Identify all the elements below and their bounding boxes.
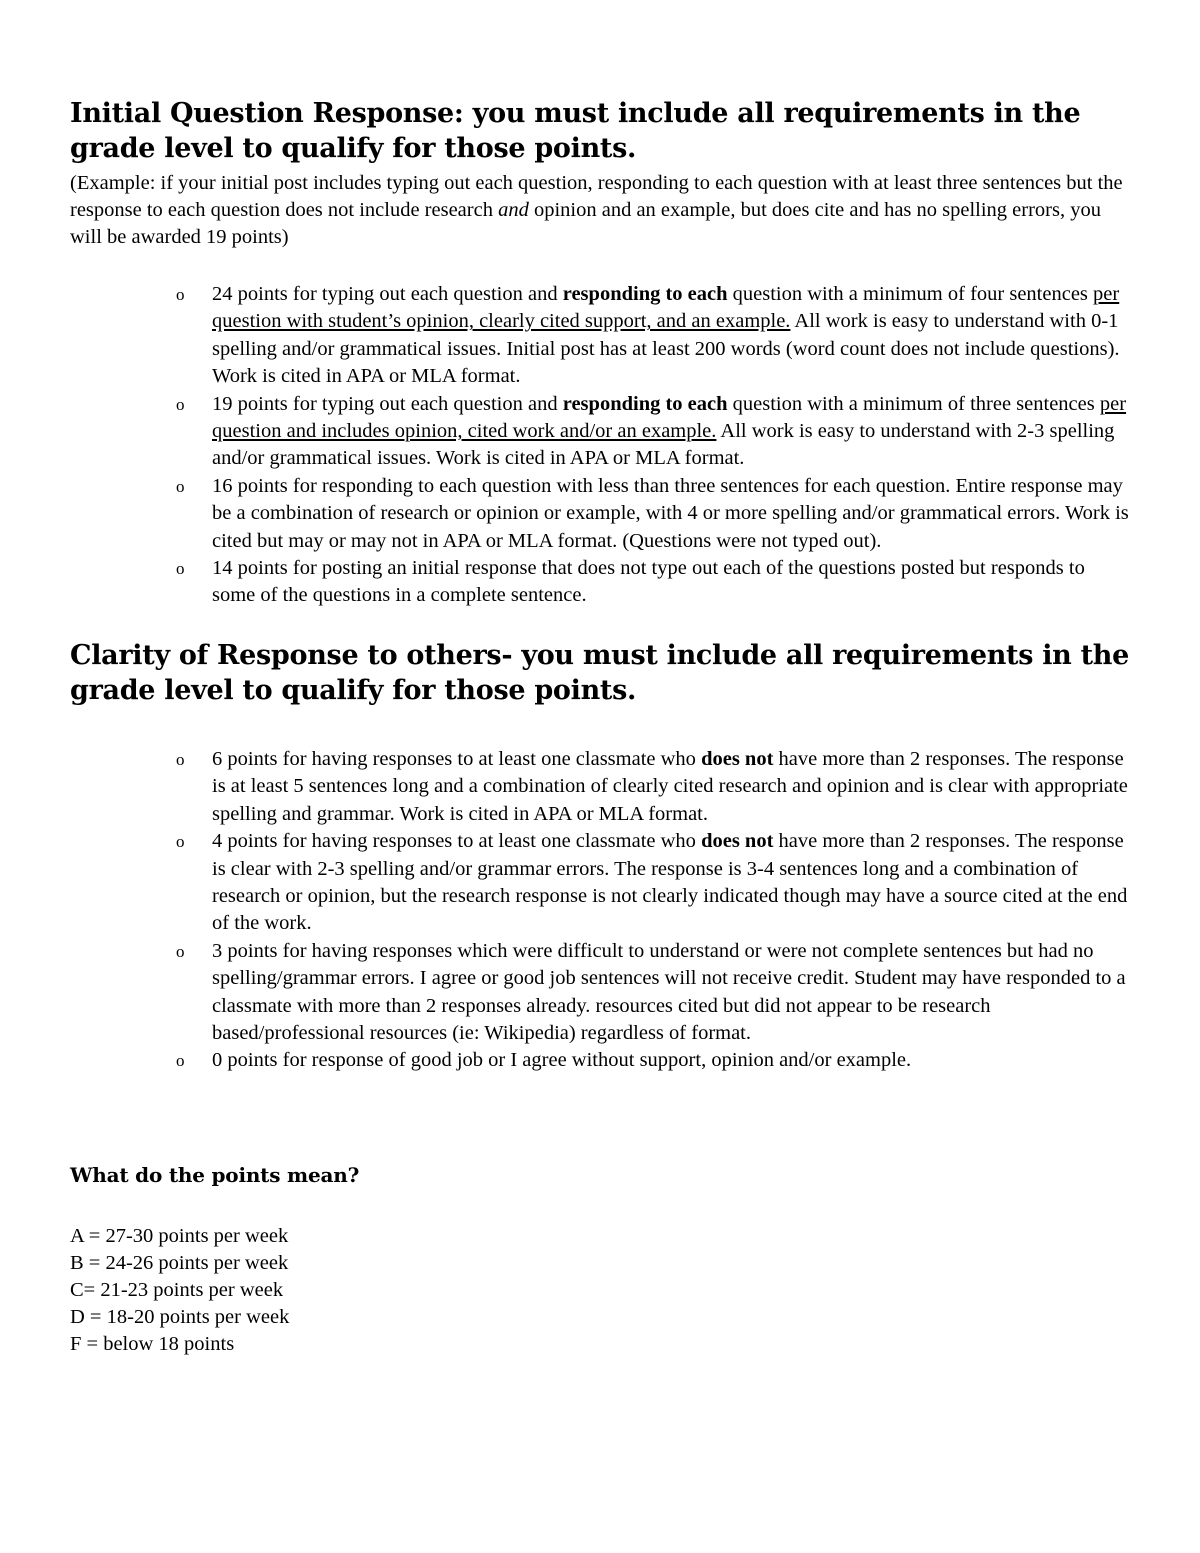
item-text: 16 points for responding to each question with less than three sentences for each question. Entire response may be a combination of research or opinion or example, with 4 or more spelling and/or grammatical errors. Work is cited but may or may not in APA or MLA format. (Questions were not typed out). — [212, 474, 1129, 552]
section-heading-initial-response: Initial Question Response: you must include all requirements in the grade level to qualify for those points. — [70, 98, 1081, 164]
grade-row: C= 21-23 points per week — [70, 1278, 284, 1301]
bullet-icon: o — [176, 941, 185, 961]
bullet-icon: o — [176, 832, 185, 852]
list-item — [70, 746, 1132, 828]
section-heading-clarity-response: Clarity of Response to others- you must include all requirements in the grade level to qualify for those points. — [70, 639, 1129, 706]
bullet-icon: o — [176, 476, 185, 496]
list-item — [70, 828, 1132, 938]
list-item — [70, 391, 1132, 473]
item-bold: does not — [701, 747, 774, 770]
section-heading-points-meaning: What do the points mean? — [70, 1162, 360, 1187]
example-text-1: (Example: if your initial post includes typing out each question, responding to each question with at least three sentences but the response to each question does not include research — [70, 172, 1123, 221]
item-bold: responding to each — [562, 283, 728, 305]
item-bold: does not — [701, 830, 774, 853]
item-text: 19 points for typing out each question and — [212, 392, 563, 415]
document-content — [70, 96, 1132, 1358]
item-text: 0 points for response of good job or I agree without support, opinion and/or example. — [212, 1049, 912, 1072]
item-text: question with a minimum of four sentences — [727, 283, 1094, 305]
list-item — [70, 938, 1132, 1048]
grade-row: B = 24-26 points per week — [70, 1251, 289, 1274]
item-text: 3 points for having responses which were difficult to understand or were not complete sentences but had no spelling/grammar errors. I agree or good job sentences will not receive credit. Student may have responded to a classmate with more than 2 responses already. resources cited but did not appear to be research based/professional resources (ie: Wikipedia) regardless of format. — [212, 939, 1126, 1044]
list-item — [70, 281, 1132, 391]
grade-row: F = below 18 points — [70, 1332, 235, 1355]
example-paragraph — [70, 170, 1132, 251]
item-bold: responding to each — [562, 392, 728, 415]
item-text: question with a minimum of three sentences — [727, 392, 1100, 415]
grade-scale — [70, 1223, 1132, 1358]
item-text: All work is easy to understand with 2-3 spelling and/or grammatical issues. Work is cited in APA or MLA format. — [212, 420, 1115, 470]
item-text: All work is easy to understand with 0-1 spelling and/or grammatical issues. Initial post has at least 200 words (word count does not include questions). Work is cited in APA or MLA format. — [212, 310, 1120, 388]
list-item — [70, 1047, 1132, 1074]
item-text: have more than 2 responses. The response is clear with 2-3 spelling and/or grammar errors. The response is 3-4 sentences long and a combination of research or opinion, but the research response is not clearly indicated though may have a source cited at the end of the work. — [212, 830, 1128, 935]
bullet-icon: o — [176, 394, 185, 414]
clarity-criteria-list — [70, 746, 1132, 1075]
list-item — [70, 555, 1132, 610]
item-text: have more than 2 responses. The response is at least 5 sentences long and a combination of clearly cited research and opinion and is clear with appropriate spelling and grammar. Work is cited in APA or MLA format. — [212, 747, 1128, 825]
grade-row: A = 27-30 points per week — [70, 1224, 289, 1247]
item-text: 4 points for having responses to at least one classmate who — [212, 830, 702, 853]
grade-row: D = 18-20 points per week — [70, 1305, 290, 1328]
item-text: 6 points for having responses to at least one classmate who — [212, 747, 702, 770]
initial-response-criteria-list — [70, 281, 1132, 610]
bullet-icon: o — [176, 1051, 185, 1071]
item-underline: per question and includes opinion, cited work and/or an example. — [212, 392, 1127, 443]
bullet-icon: o — [176, 559, 185, 579]
list-item — [70, 473, 1132, 555]
bullet-icon: o — [176, 285, 185, 304]
bullet-icon: o — [176, 749, 185, 769]
item-text: 14 points for posting an initial response that does not type out each of the questions posted but responds to some of the questions in a complete sentence. — [212, 557, 1085, 607]
example-emphasis: and — [498, 199, 529, 221]
item-text: 24 points for typing out each question and — [212, 283, 563, 305]
example-text-2: opinion and an example, but does cite and has no spelling errors, you will be awarded 19 points) — [70, 199, 1101, 248]
item-underline: per question with student’s opinion, clearly cited support, and an example. — [212, 283, 1120, 333]
